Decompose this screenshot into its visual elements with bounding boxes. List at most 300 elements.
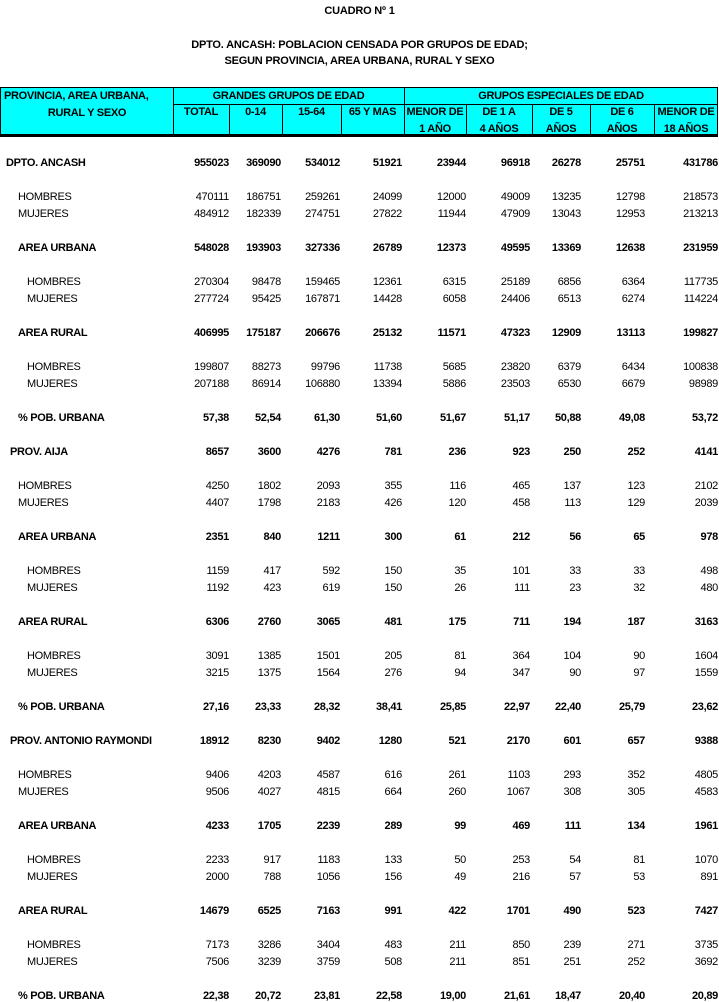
cell-value: 38,41 [375, 701, 402, 713]
cell-value: 113 [564, 497, 581, 509]
row-label: HOMBRES [27, 361, 81, 373]
cell-value: 81 [633, 854, 645, 866]
table-row [0, 478, 719, 495]
cell-value: 100838 [683, 361, 718, 373]
cell-value: 431786 [683, 157, 718, 169]
cell-value: 24099 [372, 191, 402, 203]
cell-value: 347 [512, 667, 530, 679]
cell-value: 13235 [551, 191, 581, 203]
table-row [0, 767, 719, 784]
cell-value: 484912 [194, 208, 229, 220]
cell-value: 28,32 [313, 701, 340, 713]
cell-value: 52,54 [254, 412, 281, 424]
row-label: HOMBRES [18, 769, 72, 781]
table-row [0, 988, 719, 1002]
row-label: AREA URBANA [18, 820, 97, 832]
row-label: MUJERES [27, 293, 78, 305]
row-label: HOMBRES [18, 480, 72, 492]
cell-value: 94 [454, 667, 466, 679]
cell-value: 1211 [317, 531, 340, 543]
cell-value: 3239 [257, 956, 281, 968]
cell-value: 9402 [316, 735, 340, 747]
cell-value: 423 [263, 582, 281, 594]
cell-value: 851 [512, 956, 530, 968]
table-row [0, 529, 719, 546]
cell-value: 4276 [316, 446, 340, 458]
table-title: CUADRO Nº 1 [324, 5, 395, 17]
cell-value: 955023 [194, 157, 229, 169]
cell-value: 65 [633, 531, 645, 543]
cell-value: 289 [384, 820, 402, 832]
cell-value: 20,89 [691, 990, 718, 1002]
cell-value: 51,67 [439, 412, 466, 424]
cell-value: 50 [454, 854, 466, 866]
column-header: 0-14 [245, 106, 266, 118]
cell-value: 465 [512, 480, 530, 492]
cell-value: 47909 [500, 208, 530, 220]
cell-value: 2093 [316, 480, 340, 492]
cell-value: 212 [512, 531, 530, 543]
cell-value: 57,38 [202, 412, 229, 424]
cell-value: 13394 [372, 378, 402, 390]
cell-value: 26278 [551, 157, 581, 169]
table-row [0, 665, 719, 682]
cell-value: 96918 [500, 157, 530, 169]
cell-value: 490 [563, 905, 581, 917]
cell-value: 22,38 [202, 990, 229, 1002]
cell-value: 6058 [442, 293, 466, 305]
cell-value: 469 [512, 820, 530, 832]
cell-value: 4587 [316, 769, 340, 781]
table-row [0, 903, 719, 920]
cell-value: 3091 [205, 650, 229, 662]
row-label: MUJERES [27, 582, 78, 594]
cell-value: 483 [384, 939, 402, 951]
table-row [0, 699, 719, 716]
table-row [0, 495, 719, 512]
column-header: DE 5 [549, 106, 573, 118]
cell-value: 22,97 [503, 701, 530, 713]
column-header: 4 AÑOS [479, 123, 519, 135]
cell-value: 1280 [378, 735, 402, 747]
cell-value: 90 [633, 650, 645, 662]
cell-value: 1192 [206, 582, 229, 594]
table-row [0, 206, 719, 223]
cell-value: 978 [700, 531, 718, 543]
cell-value: 23503 [500, 378, 530, 390]
cell-value: 49595 [500, 242, 530, 254]
cell-value: 7173 [205, 939, 229, 951]
cell-value: 117735 [683, 276, 718, 288]
cell-value: 6379 [557, 361, 581, 373]
cell-value: 252 [627, 956, 645, 968]
column-header: 18 AÑOS [663, 123, 709, 135]
cell-value: 236 [448, 446, 466, 458]
cell-value: 6525 [257, 905, 281, 917]
row-label: % POB. URBANA [18, 990, 105, 1002]
table-row [0, 325, 719, 342]
cell-value: 2239 [316, 820, 340, 832]
cell-value: 2183 [316, 497, 340, 509]
cell-value: 98989 [688, 378, 718, 390]
cell-value: 12798 [615, 191, 645, 203]
row-label: MUJERES [18, 786, 69, 798]
cell-value: 917 [263, 854, 281, 866]
cell-value: 3404 [316, 939, 340, 951]
cell-value: 1067 [506, 786, 530, 798]
cell-value: 61 [454, 531, 466, 543]
cell-value: 1056 [316, 871, 340, 883]
cell-value: 18912 [199, 735, 229, 747]
cell-value: 57 [569, 871, 581, 883]
cell-value: 23,81 [313, 990, 340, 1002]
cell-value: 231959 [683, 242, 718, 254]
cell-value: 4805 [694, 769, 718, 781]
cell-value: 49009 [500, 191, 530, 203]
cell-value: 51,17 [503, 412, 530, 424]
cell-value: 2170 [506, 735, 530, 747]
cell-value: 2102 [694, 480, 718, 492]
cell-value: 1961 [694, 820, 718, 832]
cell-value: 508 [384, 956, 402, 968]
row-label: AREA URBANA [18, 242, 97, 254]
cell-value: 711 [513, 616, 530, 628]
cell-value: 81 [454, 650, 466, 662]
cell-value: 781 [384, 446, 402, 458]
cell-value: 13043 [551, 208, 581, 220]
cell-value: 2039 [694, 497, 718, 509]
cell-value: 9406 [205, 769, 229, 781]
cell-value: 12361 [372, 276, 402, 288]
cell-value: 271 [627, 939, 645, 951]
cell-value: 199807 [194, 361, 229, 373]
cell-value: 11571 [437, 327, 466, 339]
row-label: MUJERES [18, 208, 69, 220]
cell-value: 133 [384, 854, 402, 866]
row-label: MUJERES [27, 378, 78, 390]
cell-value: 2760 [257, 616, 281, 628]
cell-value: 211 [449, 939, 466, 951]
row-label: MUJERES [27, 871, 78, 883]
cell-value: 4233 [205, 820, 229, 832]
cell-value: 261 [448, 769, 466, 781]
cell-value: 199827 [683, 327, 718, 339]
cell-value: 4250 [205, 480, 229, 492]
column-header: AÑOS [606, 123, 638, 135]
cell-value: 308 [563, 786, 581, 798]
cell-value: 458 [512, 497, 530, 509]
cell-value: 274751 [305, 208, 340, 220]
cell-value: 369090 [246, 157, 281, 169]
row-label: AREA RURAL [18, 905, 88, 917]
cell-value: 193903 [246, 242, 281, 254]
cell-value: 129 [627, 497, 645, 509]
cell-value: 8230 [257, 735, 281, 747]
cell-value: 7506 [205, 956, 229, 968]
cell-value: 548028 [194, 242, 229, 254]
cell-value: 98478 [251, 276, 281, 288]
cell-value: 137 [563, 480, 581, 492]
table-row [0, 291, 719, 308]
cell-value: 12909 [551, 327, 581, 339]
cell-value: 175187 [246, 327, 281, 339]
column-header: TOTAL [183, 106, 219, 118]
table-row [0, 580, 719, 597]
cell-value: 213213 [683, 208, 718, 220]
table-row [0, 376, 719, 393]
cell-value: 11738 [373, 361, 402, 373]
row-label: HOMBRES [27, 939, 81, 951]
cell-value: 106880 [305, 378, 340, 390]
table-row [0, 614, 719, 631]
row-label: AREA RURAL [18, 327, 88, 339]
column-header: 65 Y MAS [348, 106, 397, 118]
cell-value: 24406 [500, 293, 530, 305]
cell-value: 61,30 [313, 412, 340, 424]
cell-value: 293 [563, 769, 581, 781]
cell-value: 150 [384, 582, 402, 594]
cell-value: 521 [448, 735, 466, 747]
row-label: MUJERES [18, 497, 69, 509]
cell-value: 207188 [194, 378, 229, 390]
cell-value: 167871 [305, 293, 340, 305]
cell-value: 3163 [694, 616, 718, 628]
cell-value: 175 [448, 616, 466, 628]
cell-value: 25751 [615, 157, 645, 169]
table-row [0, 733, 719, 750]
cell-value: 6530 [557, 378, 581, 390]
cell-value: 53,72 [691, 412, 718, 424]
cell-value: 22,40 [554, 701, 581, 713]
cell-value: 25189 [500, 276, 530, 288]
cell-value: 891 [700, 871, 718, 883]
cell-value: 260 [448, 786, 466, 798]
cell-value: 523 [627, 905, 645, 917]
cell-value: 1375 [257, 667, 281, 679]
cell-value: 3065 [316, 616, 340, 628]
cell-value: 20,40 [618, 990, 645, 1002]
row-label: PROV. AIJA [10, 446, 68, 458]
cell-value: 1501 [316, 650, 340, 662]
cell-value: 4203 [257, 769, 281, 781]
cell-value: 187 [627, 616, 645, 628]
cell-value: 23944 [436, 157, 466, 169]
row-label: MUJERES [27, 956, 78, 968]
table-row [0, 954, 719, 971]
cell-value: 352 [627, 769, 645, 781]
cell-value: 6513 [557, 293, 581, 305]
cell-value: 3735 [694, 939, 718, 951]
cell-value: 26 [454, 582, 466, 594]
cell-value: 23,33 [254, 701, 281, 713]
cell-value: 276 [384, 667, 402, 679]
cell-value: 35 [454, 565, 466, 577]
cell-value: 159465 [305, 276, 340, 288]
table-row [0, 274, 719, 291]
cell-value: 32 [633, 582, 645, 594]
cell-value: 186751 [246, 191, 281, 203]
cell-value: 101 [512, 565, 530, 577]
cell-value: 25132 [372, 327, 402, 339]
cell-value: 111 [564, 820, 581, 832]
cell-value: 23820 [500, 361, 530, 373]
cell-value: 4815 [316, 786, 340, 798]
cell-value: 12000 [436, 191, 466, 203]
cell-value: 3600 [257, 446, 281, 458]
cell-value: 6274 [621, 293, 645, 305]
row-label: % POB. URBANA [18, 701, 105, 713]
table-row [0, 852, 719, 869]
table-subtitle-1: DPTO. ANCASH: POBLACION CENSADA POR GRUPOS DE EDAD; [191, 39, 528, 51]
cell-value: 88273 [251, 361, 281, 373]
table-row [0, 784, 719, 801]
table-row [0, 818, 719, 835]
cell-value: 12953 [615, 208, 645, 220]
cell-value: 3215 [205, 667, 229, 679]
cell-value: 27822 [372, 208, 402, 220]
row-label: AREA RURAL [18, 616, 88, 628]
cell-value: 4583 [694, 786, 718, 798]
cell-value: 3286 [257, 939, 281, 951]
cell-value: 9388 [694, 735, 718, 747]
row-label: PROV. ANTONIO RAYMONDI [10, 735, 152, 747]
cell-value: 90 [569, 667, 581, 679]
header-label-line-1: PROVINCIA, AREA URBANA, [4, 90, 149, 102]
cell-value: 6306 [205, 616, 229, 628]
cell-value: 840 [263, 531, 281, 543]
cell-value: 619 [322, 582, 340, 594]
cell-value: 51,60 [375, 412, 402, 424]
cell-value: 218573 [683, 191, 718, 203]
table-row [0, 189, 719, 206]
table-header [0, 87, 718, 137]
table-row [0, 563, 719, 580]
cell-value: 99 [454, 820, 466, 832]
cell-value: 20,72 [254, 990, 281, 1002]
header-label-line-2: RURAL Y SEXO [47, 107, 127, 119]
cell-value: 300 [384, 531, 402, 543]
cell-value: 788 [263, 871, 281, 883]
cell-value: 206676 [305, 327, 340, 339]
cell-value: 406995 [194, 327, 229, 339]
cell-value: 4027 [257, 786, 281, 798]
cell-value: 327336 [305, 242, 340, 254]
cell-value: 270304 [194, 276, 229, 288]
cell-value: 19,00 [439, 990, 466, 1002]
cell-value: 422 [448, 905, 466, 917]
cell-value: 116 [449, 480, 466, 492]
cell-value: 120 [448, 497, 466, 509]
cell-value: 4407 [205, 497, 229, 509]
cell-value: 481 [384, 616, 402, 628]
cell-value: 86914 [251, 378, 281, 390]
column-header: AÑOS [545, 123, 577, 135]
cell-value: 252 [627, 446, 645, 458]
row-label: HOMBRES [27, 650, 81, 662]
table-row [0, 410, 719, 427]
header-group-especiales: GRUPOS ESPECIALES DE EDAD [478, 90, 644, 102]
table-subtitle-2: SEGUN PROVINCIA, AREA URBANA, RURAL Y SEXO [224, 55, 495, 67]
cell-value: 111 [514, 582, 530, 594]
cell-value: 123 [627, 480, 645, 492]
row-label: HOMBRES [27, 276, 81, 288]
cell-value: 250 [563, 446, 581, 458]
cell-value: 616 [384, 769, 402, 781]
cell-value: 498 [700, 565, 718, 577]
cell-value: 1159 [206, 565, 229, 577]
cell-value: 33 [633, 565, 645, 577]
cell-value: 7427 [694, 905, 718, 917]
cell-value: 355 [384, 480, 402, 492]
cell-value: 364 [512, 650, 530, 662]
cell-value: 1798 [257, 497, 281, 509]
cell-value: 1564 [316, 667, 340, 679]
column-header: 1 AÑO [419, 123, 451, 135]
cell-value: 592 [322, 565, 340, 577]
cell-value: 53 [633, 871, 645, 883]
column-header: 15-64 [298, 106, 325, 118]
row-label: HOMBRES [27, 565, 81, 577]
cell-value: 417 [263, 565, 281, 577]
cell-value: 51921 [372, 157, 402, 169]
cell-value: 6679 [621, 378, 645, 390]
cell-value: 22,58 [375, 990, 402, 1002]
cell-value: 14428 [372, 293, 402, 305]
cell-value: 182339 [246, 208, 281, 220]
cell-value: 534012 [305, 157, 340, 169]
cell-value: 54 [569, 854, 581, 866]
cell-value: 25,79 [618, 701, 645, 713]
cell-value: 239 [563, 939, 581, 951]
cell-value: 11944 [437, 208, 466, 220]
cell-value: 6364 [621, 276, 645, 288]
cell-value: 104 [563, 650, 581, 662]
table-body [0, 155, 719, 1002]
cell-value: 13113 [616, 327, 645, 339]
cell-value: 259261 [305, 191, 340, 203]
cell-value: 480 [700, 582, 718, 594]
cell-value: 23 [569, 582, 581, 594]
cell-value: 5685 [442, 361, 466, 373]
cell-value: 1385 [257, 650, 281, 662]
cell-value: 49 [454, 871, 466, 883]
cell-value: 56 [569, 531, 581, 543]
cell-value: 12638 [615, 242, 645, 254]
cell-value: 194 [563, 616, 581, 628]
cell-value: 305 [627, 786, 645, 798]
cell-value: 99796 [310, 361, 340, 373]
cell-value: 1559 [694, 667, 718, 679]
cell-value: 923 [512, 446, 530, 458]
cell-value: 21,61 [503, 990, 530, 1002]
cell-value: 26789 [372, 242, 402, 254]
cell-value: 4141 [694, 446, 718, 458]
row-label: MUJERES [27, 667, 78, 679]
cell-value: 991 [384, 905, 402, 917]
cell-value: 134 [627, 820, 645, 832]
header-group-grandes: GRANDES GRUPOS DE EDAD [212, 90, 365, 102]
cell-value: 114224 [683, 293, 718, 305]
cell-value: 6856 [557, 276, 581, 288]
cell-value: 49,08 [618, 412, 645, 424]
cell-value: 14679 [199, 905, 229, 917]
cell-value: 1604 [694, 650, 718, 662]
cell-value: 2233 [205, 854, 229, 866]
cell-value: 5886 [442, 378, 466, 390]
cell-value: 277724 [194, 293, 229, 305]
cell-value: 2351 [205, 531, 229, 543]
column-header: MENOR DE [406, 106, 464, 118]
